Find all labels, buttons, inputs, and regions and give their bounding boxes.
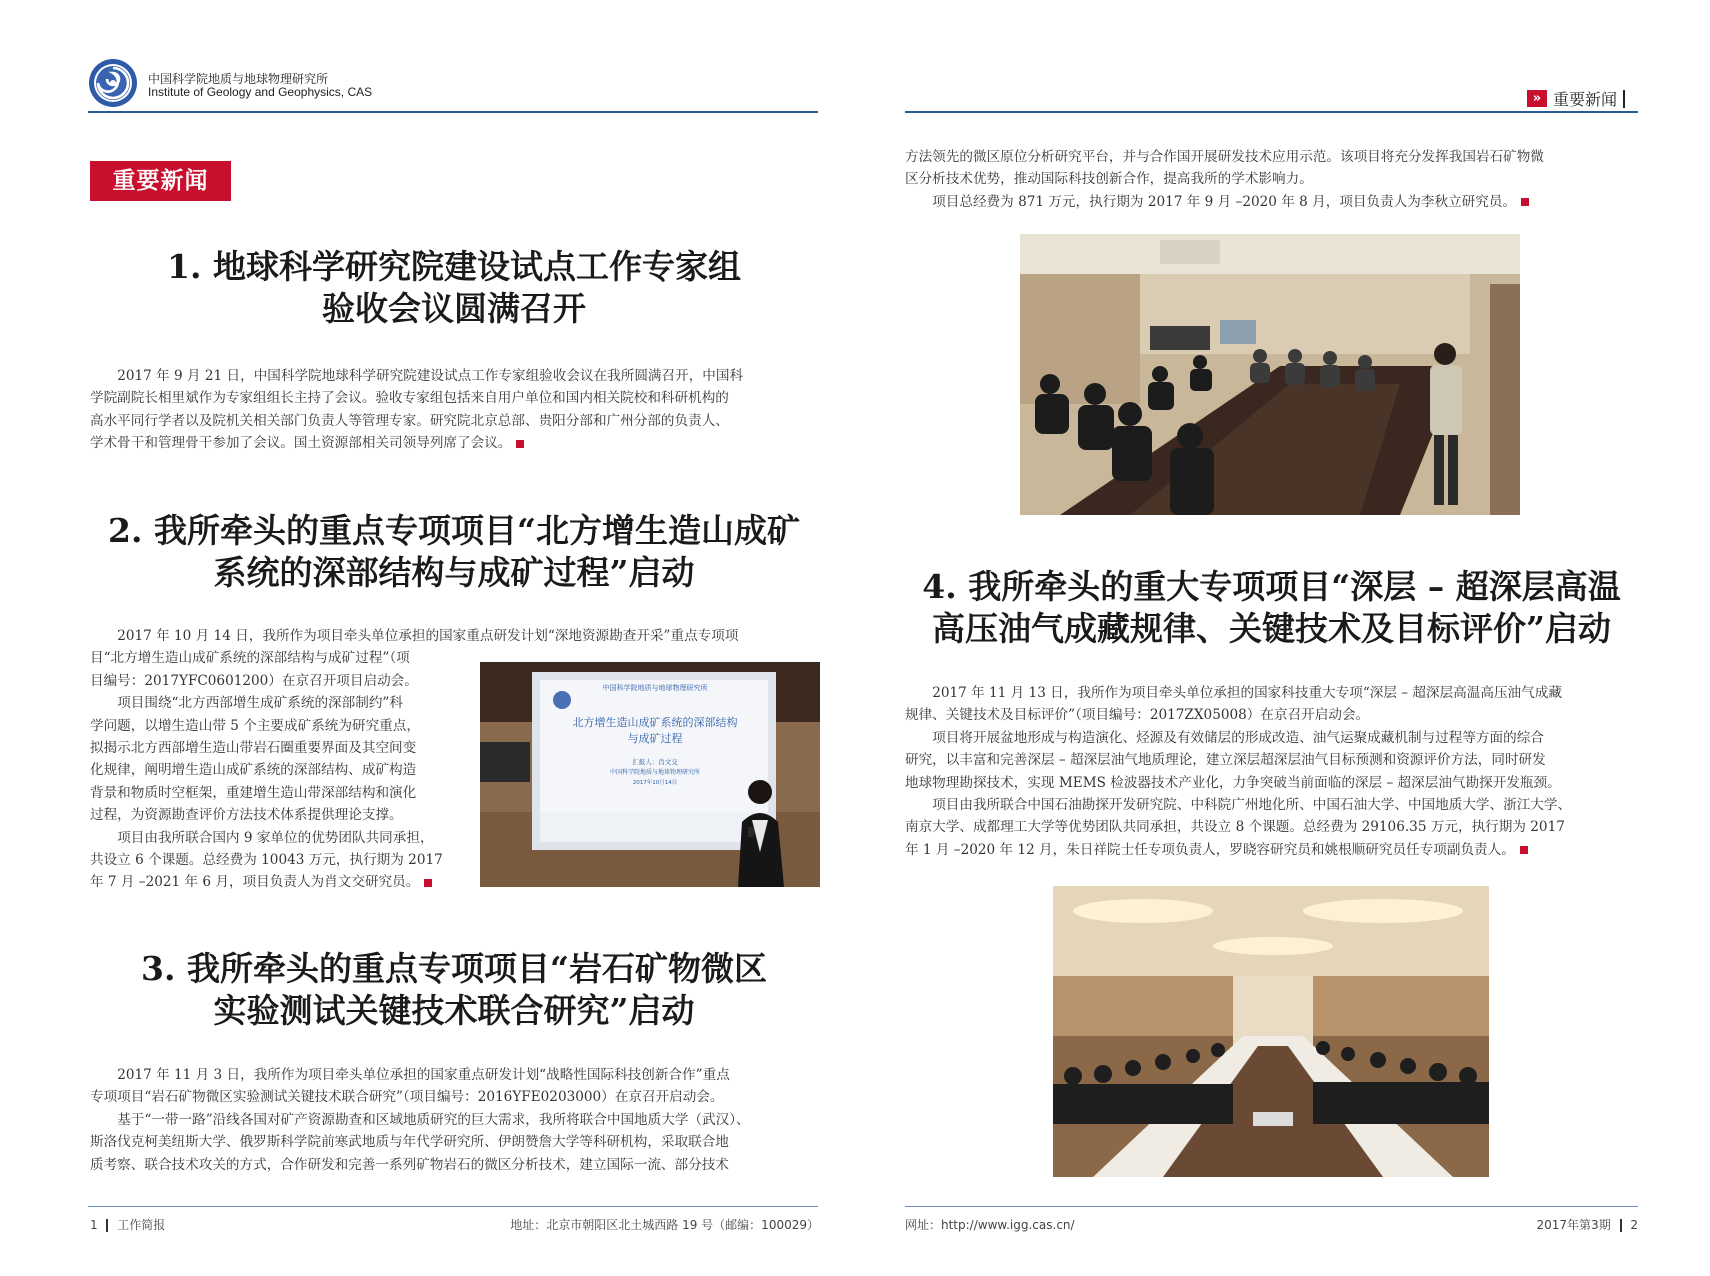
headline-line: 实验测试关键技术联合研究”启动 [213, 991, 695, 1030]
article-3-continued [905, 146, 1638, 213]
headline-line: 验收会议圆满召开 [322, 289, 586, 328]
article-1-body [90, 365, 820, 455]
header-rule-left [88, 111, 818, 113]
conference-hall-photo [1053, 886, 1489, 1177]
footer-divider [106, 1219, 108, 1232]
institute-name-en: Institute of Geology and Geophysics, CAS [148, 85, 373, 99]
issue: 2017年第3期 [1536, 1218, 1611, 1232]
section-tag-divider [1623, 90, 1625, 108]
paragraph-line: 目编号：2017YFC0601200）在京召开项目启动会。 [90, 672, 418, 689]
paragraph-line: 专项项目“岩石矿物微区实验测试关键技术联合研究”（项目编号：2016YFE0203000）在京召开启动会。 [90, 1089, 724, 1106]
headline-line: 1. 地球科学研究院建设试点工作专家组 [167, 247, 741, 286]
paragraph-line: 学问题，以增生造山带 5 个主要成矿系统为研究重点， [90, 717, 420, 734]
paragraph: 项目总经费为 871 万元，执行期为 2017 年 9 月 –2020 年 8 月，项目负责人为李秋立研究员。 [905, 191, 1638, 213]
paragraph-line: 拟揭示北方西部增生造山带岩石圈重要界面及其空间变 [90, 740, 417, 757]
article-2-headline [90, 510, 818, 594]
article-1-headline [90, 246, 818, 330]
paragraph-line: 共设立 6 个课题。总经费为 10043 万元，执行期为 2017 [90, 852, 443, 869]
paragraph-line: 斯洛伐克柯美纽斯大学、俄罗斯科学院前寒武地质与年代学研究所、伊朗赞詹大学等科研机构，采取联合地 [90, 1134, 729, 1151]
article-3-body [90, 1064, 820, 1176]
red-square-end-mark [516, 440, 524, 448]
slide-reporter: 汇报人：肖文交 [632, 758, 678, 766]
article-4-body [905, 682, 1638, 861]
page-number: 2 [1630, 1218, 1638, 1232]
slide-date: 2017年10月14日 [632, 780, 678, 786]
headline-line: 高压油气成藏规律、关键技术及目标评价”启动 [932, 609, 1611, 648]
red-square-end-mark [1520, 846, 1528, 854]
paragraph-line: 高水平同行学者以及院机关相关部门负责人等管理专家。研究院北京总部、贵阳分部和广州分部的负责人、 [90, 412, 729, 429]
paragraph: 项目围绕“北方西部增生成矿系统的深部制约”科 [117, 695, 403, 712]
paragraph: 项目将开展盆地形成与构造演化、烃源及有效储层的形成改造、油气运聚成藏机制与过程等方面的综合 [932, 729, 1544, 746]
paragraph-line: 南京大学、成都理工大学等优势团队共同承担，共设立 8 个课题。总经费为 29106.35 万元，执行期为 2017 [905, 819, 1565, 836]
paragraph-line: 研究，以丰富和完善深层 – 超深层油气地质理论，建立深层超深层油气目标预测和资源评价方法，同时研发 [905, 752, 1546, 769]
section-tag-label: 重要新闻 [1553, 90, 1618, 109]
footer-left-meta [90, 1216, 165, 1233]
paragraph: 项目由我所联合中国石油勘探开发研究院、中科院广州地化所、中国石油大学、中国地质大学、浙江大学、 [932, 797, 1572, 814]
paragraph: 2017 年 11 月 3 日，我所作为项目牵头单位承担的国家重点研发计划“战略性国际科技创新合作”重点 [117, 1067, 730, 1083]
headline-line: 3. 我所牵头的重点专项项目“岩石矿物微区 [141, 949, 767, 988]
website: 网址：http://www.igg.cas.cn/ [905, 1218, 1075, 1232]
headline-line: 系统的深部结构与成矿过程”启动 [213, 553, 695, 592]
paragraph-line: 目“北方增生造山成矿系统的深部结构与成矿过程”（项 [90, 650, 410, 667]
paragraph: 2017 年 10 月 14 日，我所作为项目牵头单位承担的国家重点研发计划“深地资源勘查开采”重点专项项 [117, 628, 739, 644]
slide-org: 中国科学院地质与地球物理研究所 [609, 769, 701, 776]
red-square-end-mark [424, 879, 432, 887]
section-tag [1527, 87, 1625, 110]
paragraph: 项目由我所联合国内 9 家单位的优势团队共同承担， [117, 829, 434, 846]
publication-name: 工作简报 [117, 1218, 166, 1232]
article-4-headline [905, 566, 1638, 650]
paragraph-line: 质考察、联合技术攻关的方式，合作研发和完善一系列矿物岩石的微区分析技术，建立国际一流、部分技术 [90, 1156, 729, 1173]
paragraph-line: 背景和物质时空框架，重建增生造山带深部结构和演化 [90, 784, 417, 801]
footer-right-meta [1537, 1216, 1638, 1233]
paragraph: 2017 年 9 月 21 日，中国科学院地球科学研究院建设试点工作专家组验收会议在我所圆满召开，中国科 [117, 368, 744, 384]
address: 地址：北京市朝阳区北土城西路 19 号（邮编：100029） [510, 1218, 819, 1232]
institute-logo [88, 58, 138, 108]
slide-title-2: 与成矿过程 [627, 732, 683, 745]
meeting-room-photo [1020, 234, 1520, 515]
paragraph-line: 学术骨干和管理骨干参加了会议。国土资源部相关司领导列席了会议。 [90, 432, 820, 454]
footer-rule-left [88, 1206, 818, 1207]
footer-rule-right [905, 1206, 1638, 1207]
paragraph-line: 年 1 月 –2020 年 12 月，朱日祥院士任专项负责人，罗晓容研究员和姚根顺研究员任专项副负责人。 [905, 839, 1638, 861]
double-chevron-icon: » [1527, 90, 1547, 107]
paragraph-line: 学院副院长相里斌作为专家组组长主持了会议。验收专家组包括来自用户单位和国内相关院校和科研机构的 [90, 390, 729, 407]
footer-divider [1620, 1219, 1622, 1232]
slide-title-1: 北方增生造山成矿系统的深部结构 [572, 716, 738, 729]
paragraph-line: 方法领先的微区原位分析研究平台，并与合作国开展研发技术应用示范。该项目将充分发挥我国岩石矿物微 [905, 149, 1544, 165]
paragraph: 基于“一带一路”沿线各国对矿产资源勘查和区域地质研究的巨大需求，我所将联合中国地质大学（武汉）、 [117, 1111, 750, 1128]
red-square-end-mark [1521, 198, 1529, 206]
paragraph-line: 规律、关键技术及目标评价”（项目编号：2017ZX05008）在京召开启动会。 [905, 707, 1370, 724]
headline-line: 2. 我所牵头的重点专项项目“北方增生造山成矿 [108, 511, 800, 550]
paragraph-line: 地球物理勘探技术，实现 MEMS 检波器技术产业化，力争突破当前面临的深层 – 超深层油气勘探开发瓶颈。 [905, 774, 1561, 791]
slide-header-text: 中国科学院地质与地球物理研究所 [602, 684, 708, 692]
page-number: 1 [90, 1218, 98, 1232]
headline-line: 4. 我所牵头的重大专项项目“深层 – 超深层高温 [922, 567, 1621, 606]
header-rule-right [905, 111, 1638, 113]
institute-name-cn: 中国科学院地质与地球物理研究所 [148, 72, 329, 86]
section-label: 重要新闻 [90, 161, 231, 201]
paragraph-line: 区分析技术优势，推动国际科技创新合作，提高我所的学术影响力。 [905, 171, 1313, 188]
paragraph-line: 过程，为资源勘查评价方法技术体系提供理论支撑。 [90, 807, 403, 824]
paragraph: 2017 年 11 月 13 日，我所作为项目牵头单位承担的国家科技重大专项“深层 – 超深层高温高压油气成藏 [932, 685, 1562, 701]
speaker-photo [480, 662, 820, 887]
paragraph-line: 年 7 月 –2021 年 6 月，项目负责人为肖文交研究员。 [90, 871, 820, 893]
paragraph-line: 化规律，阐明增生造山成矿系统的深部结构、成矿构造 [90, 762, 417, 779]
article-3-headline [90, 948, 818, 1032]
